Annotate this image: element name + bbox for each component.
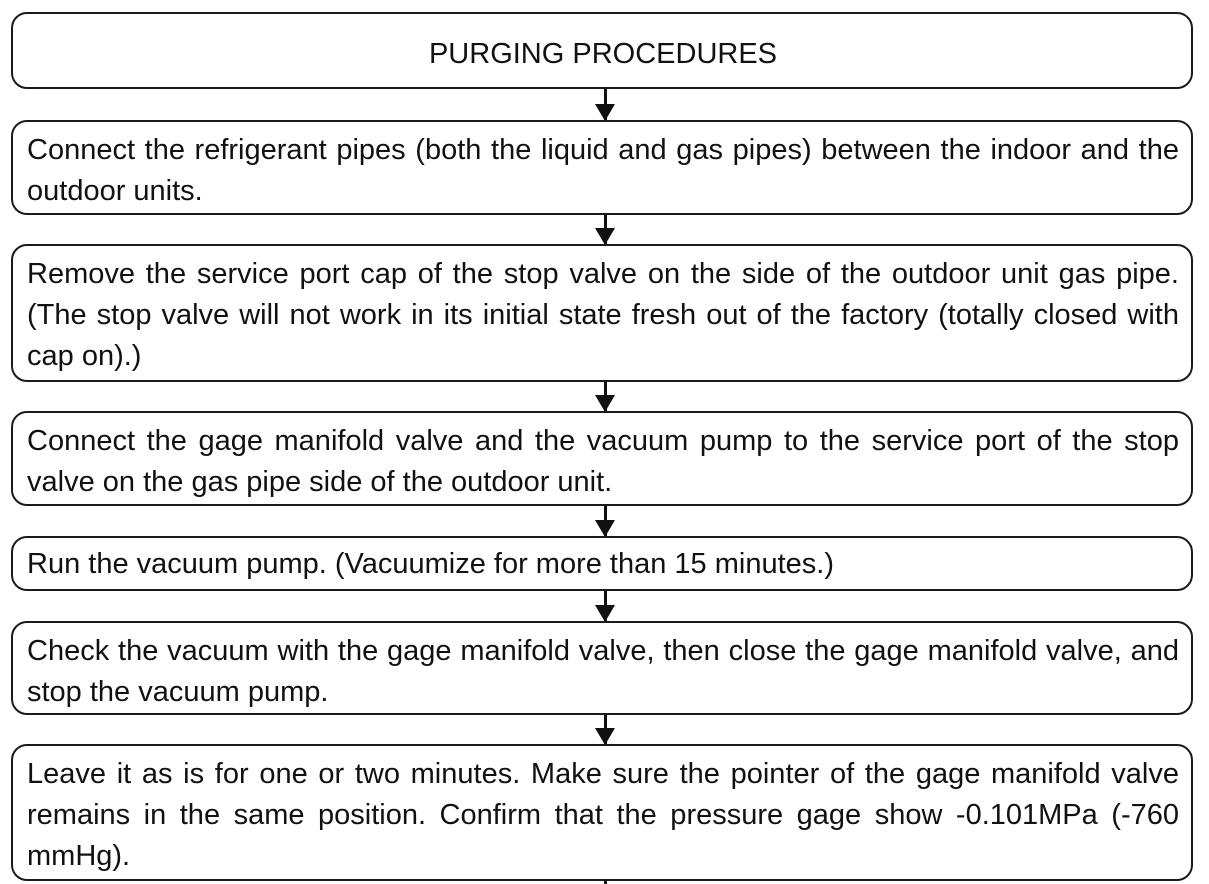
- flow-arrow: [604, 382, 607, 411]
- step-text-6: Leave it as is for one or two minutes. Make sure the pointer of the gage manifold valve remains in the same position. Confirm that the pressure gage show -0.101MPa (-760 mmHg).: [27, 758, 1179, 872]
- flow-arrow: [604, 89, 607, 120]
- step-box-4: [11, 536, 1193, 591]
- step-text-1: Connect the refrigerant pipes (both the liquid and gas pipes) between the indoor and the outdoor units.: [27, 134, 1179, 207]
- flow-arrow: [604, 715, 607, 744]
- flowchart-title-box: [11, 12, 1193, 89]
- step-box-5: [11, 621, 1193, 715]
- step-box-3: [11, 411, 1193, 506]
- step-text-5: Check the vacuum with the gage manifold valve, then close the gage manifold valve, and stop the vacuum pump.: [27, 635, 1179, 708]
- step-box-2: [11, 244, 1193, 382]
- flow-arrow: [604, 506, 607, 536]
- step-text-4: Run the vacuum pump. (Vacuumize for more than 15 minutes.): [27, 548, 835, 580]
- flowchart-title: PURGING PROCEDURES: [428, 38, 778, 70]
- step-box-6: [11, 744, 1193, 881]
- step-text-3: Connect the gage manifold valve and the vacuum pump to the service port of the stop valve on the gas pipe side of the outdoor unit.: [27, 425, 1179, 498]
- flow-arrow: [604, 591, 607, 621]
- step-text-2: Remove the service port cap of the stop valve on the side of the outdoor unit gas pipe. (The stop valve will not work in its initial state fresh out of the factory (totally closed with cap on).): [27, 258, 1179, 372]
- step-box-1: [11, 120, 1193, 215]
- flow-arrow: [604, 215, 607, 244]
